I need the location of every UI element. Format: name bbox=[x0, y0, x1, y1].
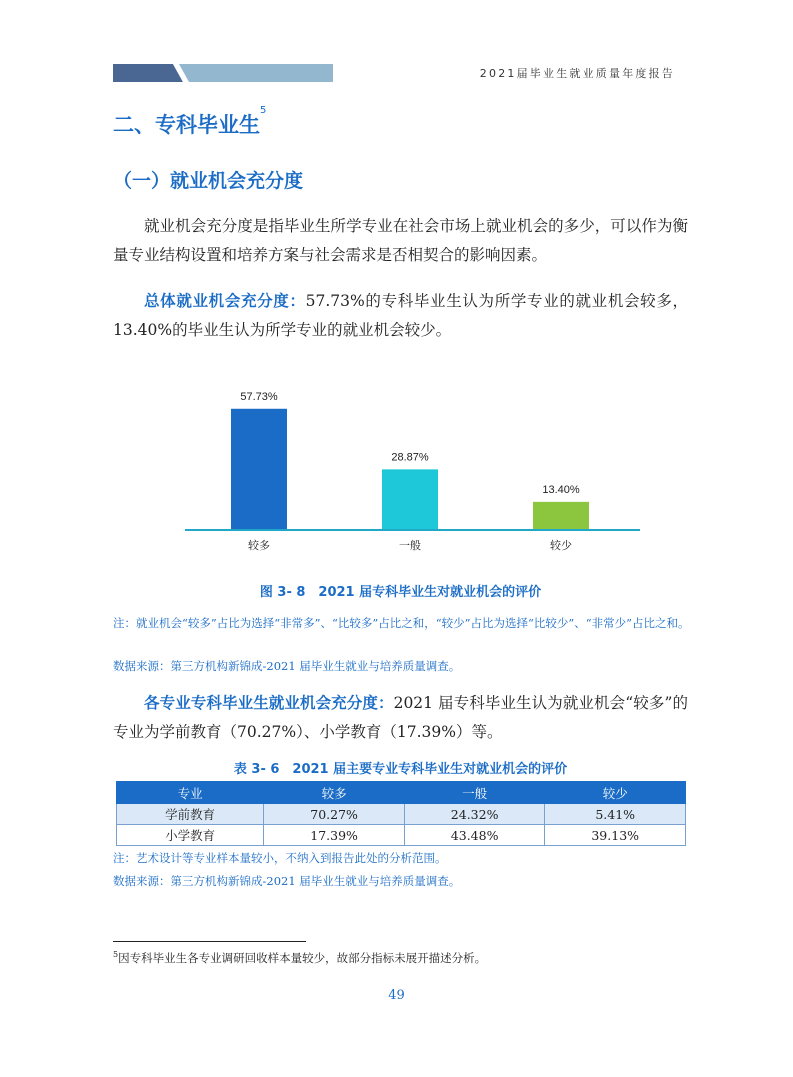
footnote-divider bbox=[113, 941, 306, 942]
bar-value-label: 28.87% bbox=[391, 451, 429, 464]
table-cell: 39.13% bbox=[545, 825, 686, 846]
header-banner-graphic bbox=[113, 64, 333, 82]
table-cell: 43.48% bbox=[404, 825, 545, 846]
footnote-number: 5 bbox=[113, 950, 119, 959]
table-cell: 学前教育 bbox=[117, 804, 264, 825]
overall-label: 总体就业机会充分度： bbox=[144, 292, 306, 310]
table-cell: 17.39% bbox=[264, 825, 405, 846]
evaluation-table bbox=[116, 781, 686, 846]
footnote-text: 因专科毕业生各专业调研回收样本量较少，故部分指标未展开描述分析。 bbox=[118, 951, 487, 965]
overall-text: 57.73%的专科毕业生认为所学专业的就业机会较多，13.40%的毕业生认为所学专业的就业机会较少。 bbox=[113, 292, 688, 339]
overall-paragraph bbox=[113, 287, 688, 345]
bar-value-label: 13.40% bbox=[542, 483, 580, 496]
table-cell: 24.32% bbox=[404, 804, 545, 825]
bar-value-label: 57.73% bbox=[240, 390, 278, 403]
bar-0 bbox=[231, 409, 287, 530]
table-cell: 5.41% bbox=[545, 804, 686, 825]
table-note: 注：艺术设计等专业样本量较小，不纳入到报告此处的分析范围。 bbox=[113, 851, 447, 865]
header-cell: 较少 bbox=[545, 782, 686, 804]
header-cell: 一般 bbox=[404, 782, 545, 804]
header-title: 2021届毕业生就业质量年度报告 bbox=[479, 67, 675, 80]
table-cell: 小学教育 bbox=[117, 825, 264, 846]
section-title-text: 二、专科毕业生 bbox=[113, 113, 260, 137]
major-paragraph bbox=[113, 689, 688, 747]
figure-note: 注：就业机会“较多”占比为选择“非常多”、“比较多”占比之和，“较少”占比为选择“比较少”、“非常少”占比之和。 bbox=[113, 616, 690, 630]
footnote-ref[interactable]: 5 bbox=[260, 105, 267, 116]
table-cell: 70.27% bbox=[264, 804, 405, 825]
subsection-title: （一）就业机会充分度 bbox=[113, 170, 304, 192]
table-row bbox=[117, 825, 686, 846]
bar-1 bbox=[382, 469, 438, 530]
major-label: 各专业专科毕业生就业机会充分度： bbox=[144, 694, 394, 712]
bar-chart bbox=[180, 378, 650, 568]
table-row bbox=[117, 804, 686, 825]
bar-2 bbox=[533, 502, 589, 530]
major-text: 2021 届专科毕业生认为就业机会“较多”的专业为学前教育（70.27%）、小学教育（17.39%）等。 bbox=[113, 694, 688, 741]
category-label: 较少 bbox=[550, 539, 572, 552]
category-label: 一般 bbox=[399, 539, 421, 552]
category-label: 较多 bbox=[248, 539, 270, 552]
header-cell: 专业 bbox=[117, 782, 264, 804]
header-cell: 较多 bbox=[264, 782, 405, 804]
table-header-row bbox=[117, 782, 686, 804]
table-caption: 表 3- 6 2021 届主要专业专科毕业生对就业机会的评价 bbox=[233, 762, 568, 777]
page-number: 49 bbox=[388, 988, 405, 1003]
intro-paragraph: 就业机会充分度是指毕业生所学专业在社会市场上就业机会的多少，可以作为衡量专业结构设置和培养方案与社会需求是否相契合的影响因素。 bbox=[113, 217, 688, 264]
footnote bbox=[113, 950, 486, 966]
figure-caption: 图 3- 8 2021 届专科毕业生对就业机会的评价 bbox=[259, 585, 542, 600]
figure-source: 数据来源：第三方机构新锦成-2021 届毕业生就业与培养质量调查。 bbox=[113, 659, 461, 673]
table-source: 数据来源：第三方机构新锦成-2021 届毕业生就业与培养质量调查。 bbox=[113, 874, 461, 888]
section-title bbox=[113, 105, 267, 139]
